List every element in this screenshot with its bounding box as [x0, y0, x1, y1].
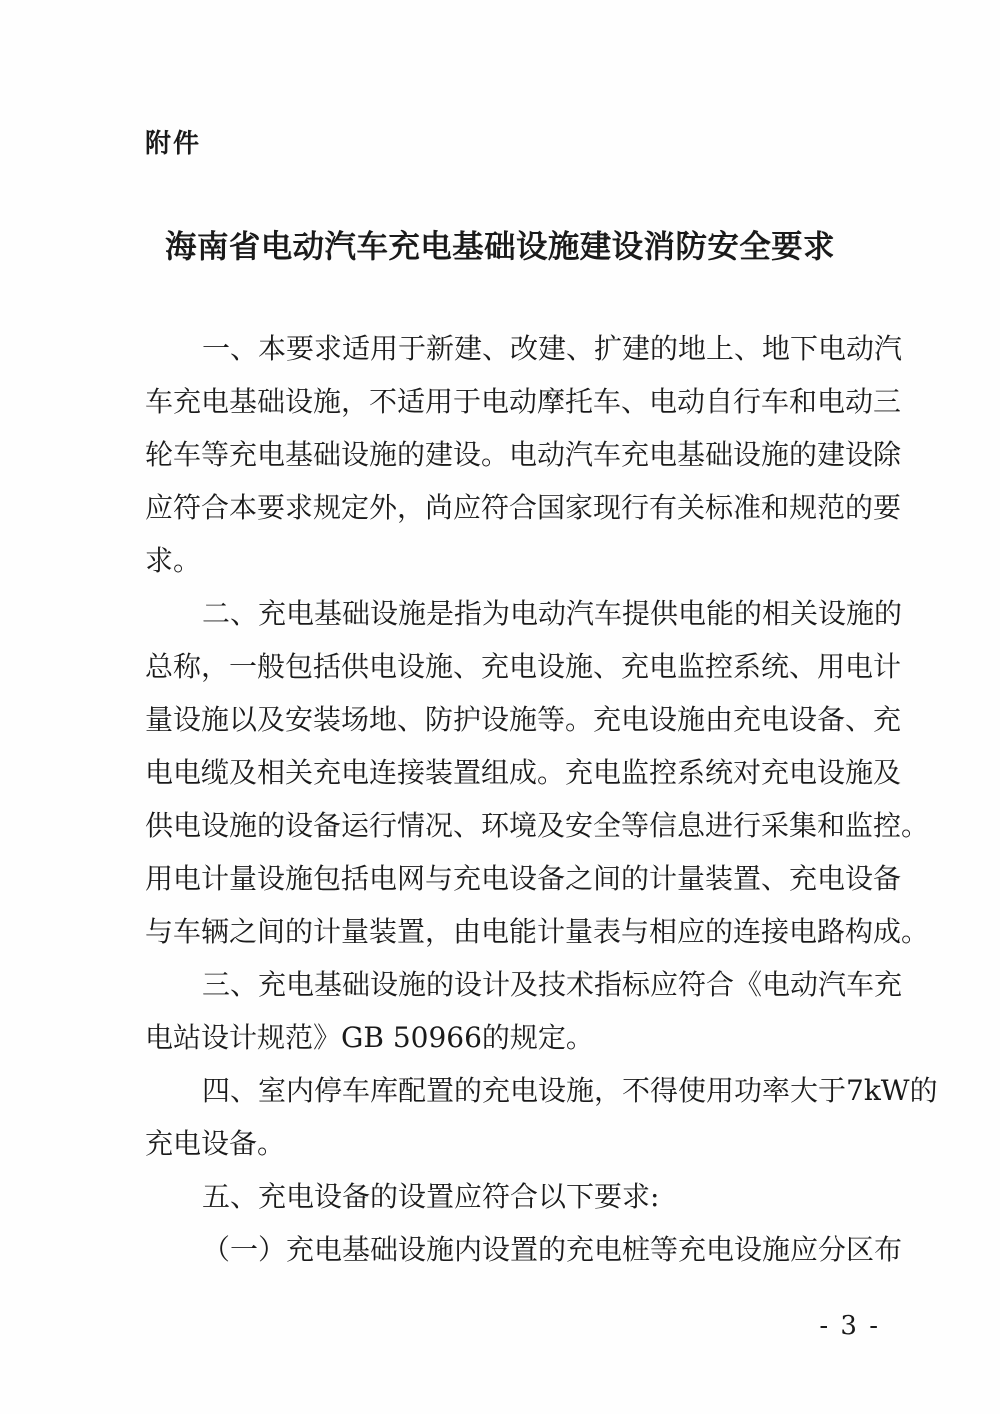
body-line: 电电缆及相关充电连接装置组成。充电监控系统对充电设施及 — [145, 756, 902, 789]
document-title: 海南省电动汽车充电基础设施建设消防安全要求 — [165, 228, 835, 265]
page-number: - 3 - — [819, 1311, 880, 1341]
body-line: 用电计量设施包括电网与充电设备之间的计量装置、充电设备 — [145, 862, 902, 895]
body-line: 五、充电设备的设置应符合以下要求: — [202, 1180, 660, 1213]
body-line: 应符合本要求规定外，尚应符合国家现行有关标准和规范的要 — [145, 491, 902, 524]
body-line: 求。 — [145, 544, 202, 577]
body-line: 与车辆之间的计量装置，由电能计量表与相应的连接电路构成。 — [145, 915, 930, 948]
body-line: 充电设备。 — [145, 1127, 286, 1160]
body-line: 轮车等充电基础设施的建设。电动汽车充电基础设施的建设除 — [145, 438, 902, 471]
body-line: 三、充电基础设施的设计及技术指标应符合《电动汽车充 — [202, 968, 903, 1001]
body-line: 供电设施的设备运行情况、环境及安全等信息进行采集和监控。 — [145, 809, 930, 842]
body-line: （一）充电基础设施内设置的充电桩等充电设施应分区布 — [202, 1233, 903, 1266]
body-line: 车充电基础设施，不适用于电动摩托车、电动自行车和电动三 — [145, 385, 902, 418]
body-line: 量设施以及安装场地、防护设施等。充电设施由充电设备、充 — [145, 703, 902, 736]
body-line: 总称，一般包括供电设施、充电设施、充电监控系统、用电计 — [145, 650, 902, 683]
body-line: 电站设计规范》GB 50966的规定。 — [145, 1021, 594, 1054]
attachment-label: 附件 — [145, 129, 202, 159]
body-line: 四、室内停车库配置的充电设施，不得使用功率大于7kW的 — [202, 1074, 938, 1107]
body-line: 一、本要求适用于新建、改建、扩建的地上、地下电动汽 — [202, 332, 903, 365]
body-line: 二、充电基础设施是指为电动汽车提供电能的相关设施的 — [202, 597, 903, 630]
